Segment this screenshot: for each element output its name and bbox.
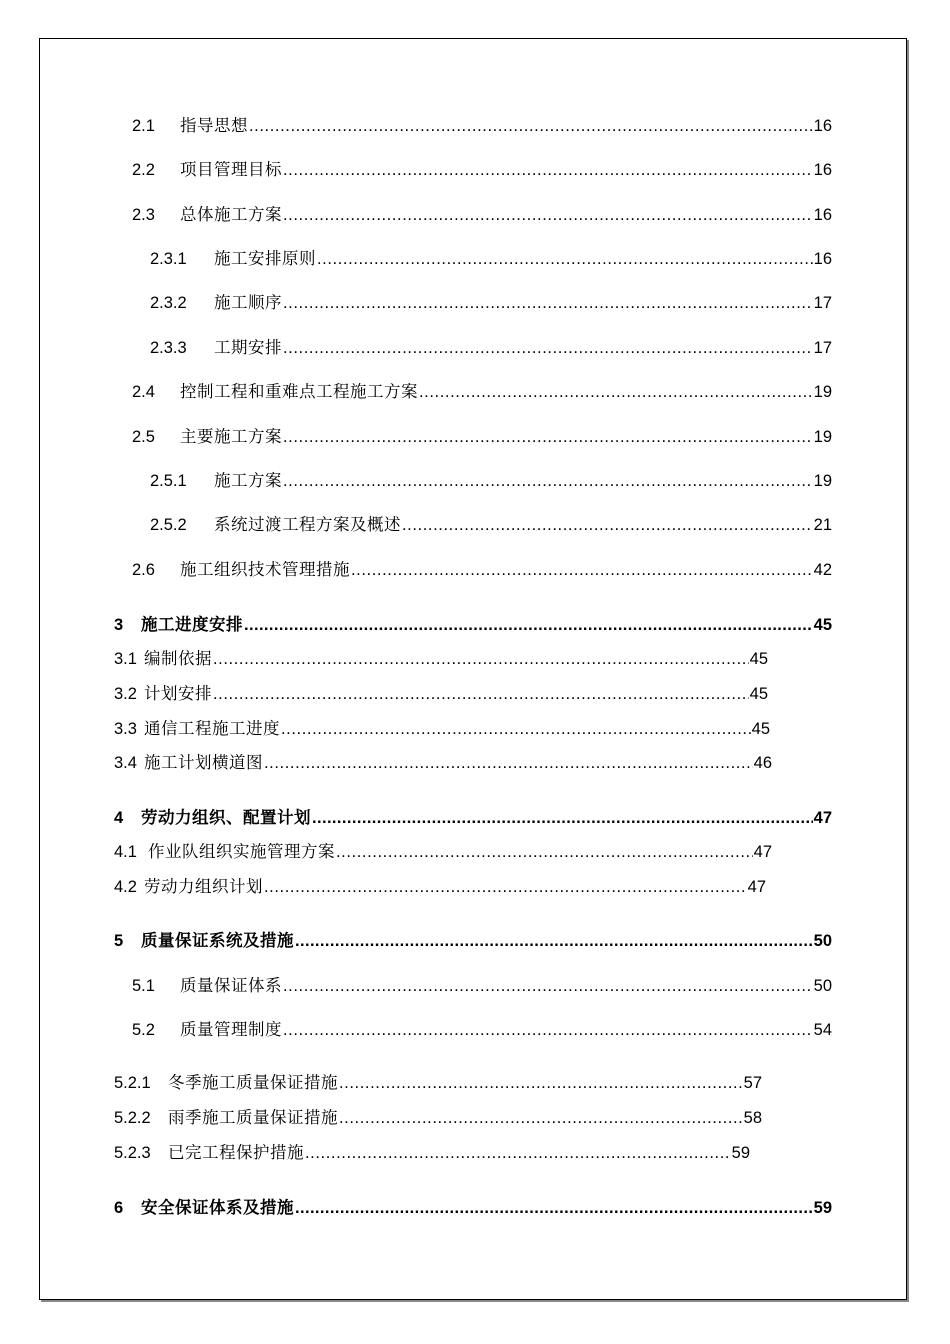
- toc-entry[interactable]: [150, 248, 832, 270]
- toc-entry[interactable]: [114, 876, 766, 898]
- toc-entry-page: 59: [731, 1144, 750, 1162]
- toc-chapter-number: 4: [114, 809, 124, 827]
- toc-leader-dots: [339, 1072, 743, 1094]
- toc-leader-dots: [312, 807, 813, 829]
- toc-entry-number: 2.4: [132, 383, 155, 401]
- toc-chapter-title: 劳动力组织、配置计划: [141, 808, 311, 827]
- toc-entry[interactable]: [150, 292, 832, 314]
- toc-chapter-title: 安全保证体系及措施: [141, 1198, 294, 1217]
- toc-entry-page: 50: [813, 977, 832, 995]
- toc-entry-number: 5.2.3: [114, 1144, 151, 1162]
- toc-entry[interactable]: [114, 683, 768, 705]
- toc-entry[interactable]: [114, 752, 772, 774]
- toc-leader-dots: [249, 115, 813, 137]
- toc-entry[interactable]: [150, 337, 832, 359]
- toc-entry-number: 2.3: [132, 206, 155, 224]
- toc-entry[interactable]: [114, 1072, 762, 1094]
- toc-entry-page: 19: [813, 472, 832, 490]
- toc-entry-number: 2.5.2: [150, 516, 187, 534]
- toc-entry[interactable]: [114, 718, 770, 740]
- toc-entry-page: 16: [813, 250, 832, 268]
- toc-entry-number: 5.1: [132, 977, 155, 995]
- toc-entry-page: 45: [749, 685, 768, 703]
- toc-entry-title: 已完工程保护措施: [168, 1143, 304, 1162]
- toc-entry-page: 16: [813, 206, 832, 224]
- toc-chapter-page: 45: [813, 616, 832, 634]
- toc-leader-dots: [295, 1197, 813, 1219]
- toc-chapter[interactable]: [114, 614, 832, 636]
- toc-entry-page: 17: [813, 339, 832, 357]
- toc-chapter-number: 6: [114, 1199, 124, 1217]
- toc-entry-page: 42: [813, 561, 832, 579]
- toc-chapter-title: 施工进度安排: [141, 615, 243, 634]
- toc-leader-dots: [305, 1142, 731, 1164]
- toc-entry[interactable]: [132, 204, 832, 226]
- toc-leader-dots: [283, 159, 813, 181]
- toc-entry-title: 冬季施工质量保证措施: [168, 1073, 338, 1092]
- toc-entry-title: 主要施工方案: [180, 427, 282, 446]
- toc-leader-dots: [213, 648, 749, 670]
- toc-leader-dots: [295, 930, 813, 952]
- toc-entry-number: 3.1: [114, 650, 137, 668]
- toc-leader-dots: [283, 1019, 813, 1041]
- toc-entry-page: 16: [813, 117, 832, 135]
- toc-chapter-page: 50: [813, 932, 832, 950]
- toc-entry-page: 19: [813, 383, 832, 401]
- toc-entry-title: 指导思想: [180, 116, 248, 135]
- toc-entry-title: 工期安排: [214, 338, 282, 357]
- toc-entry-title: 劳动力组织计划: [144, 877, 263, 896]
- toc-entry-number: 2.1: [132, 117, 155, 135]
- toc-entry-title: 施工顺序: [214, 293, 282, 312]
- toc-entry-title: 质量保证体系: [180, 976, 282, 995]
- toc-entry-title: 总体施工方案: [180, 205, 282, 224]
- toc-entry[interactable]: [114, 841, 772, 863]
- toc-entry[interactable]: [114, 648, 768, 670]
- toc-entry-number: 3.2: [114, 685, 137, 703]
- toc-entry-page: 54: [813, 1021, 832, 1039]
- toc-entry-number: 2.2: [132, 161, 155, 179]
- toc-entry[interactable]: [114, 1142, 750, 1164]
- toc-entry-page: 16: [813, 161, 832, 179]
- toc-entry-title: 项目管理目标: [180, 160, 282, 179]
- toc-entry-title: 计划安排: [144, 684, 212, 703]
- toc-entry-page: 47: [753, 843, 772, 861]
- toc-leader-dots: [283, 470, 813, 492]
- toc-entry-number: 3.4: [114, 754, 137, 772]
- toc-entry-number: 2.5.1: [150, 472, 187, 490]
- toc-chapter-page: 47: [813, 809, 832, 827]
- toc-leader-dots: [336, 841, 753, 863]
- toc-entry-number: 2.3.3: [150, 339, 187, 357]
- toc-leader-dots: [244, 614, 813, 636]
- toc-leader-dots: [351, 559, 813, 581]
- toc-entry-title: 施工安排原则: [214, 249, 316, 268]
- toc-entry-page: 17: [813, 294, 832, 312]
- toc-entry-page: 19: [813, 428, 832, 446]
- toc-entry[interactable]: [150, 470, 832, 492]
- toc-entry-title: 施工方案: [214, 471, 282, 490]
- toc-chapter-number: 3: [114, 616, 124, 634]
- toc-entry-number: 4.1: [114, 843, 137, 861]
- toc-chapter-title: 质量保证系统及措施: [141, 931, 294, 950]
- toc-entry-title: 系统过渡工程方案及概述: [214, 515, 401, 534]
- toc-entry-page: 21: [813, 516, 832, 534]
- toc-chapter[interactable]: [114, 1197, 832, 1219]
- toc-leader-dots: [402, 514, 813, 536]
- toc-leader-dots: [283, 292, 813, 314]
- toc-entry-title: 施工组织技术管理措施: [180, 560, 350, 579]
- toc-entry-title: 作业队组织实施管理方案: [148, 842, 335, 861]
- toc-entry-number: 2.5: [132, 428, 155, 446]
- toc-entry-number: 2.6: [132, 561, 155, 579]
- toc-chapter[interactable]: [114, 930, 832, 952]
- toc-entry[interactable]: [132, 115, 832, 137]
- toc-entry-number: 5.2: [132, 1021, 155, 1039]
- toc-leader-dots: [419, 381, 813, 403]
- toc-entry-number: 2.3.1: [150, 250, 187, 268]
- toc-leader-dots: [264, 876, 747, 898]
- toc-entry-title: 控制工程和重难点工程施工方案: [180, 382, 418, 401]
- toc-entry-page: 47: [747, 878, 766, 896]
- toc-entry-title: 编制依据: [144, 649, 212, 668]
- toc-entry[interactable]: [150, 514, 832, 536]
- toc-entry[interactable]: [132, 426, 832, 448]
- toc-entry[interactable]: [132, 159, 832, 181]
- toc-entry-number: 4.2: [114, 878, 137, 896]
- toc-chapter[interactable]: [114, 807, 832, 829]
- toc-entry-page: 46: [753, 754, 772, 772]
- toc-entry[interactable]: [132, 559, 832, 581]
- toc-leader-dots: [213, 683, 749, 705]
- toc-leader-dots: [317, 248, 813, 270]
- toc-entry[interactable]: [132, 1019, 832, 1041]
- toc-leader-dots: [281, 718, 751, 740]
- toc-entry-number: 3.3: [114, 720, 137, 738]
- toc-entry-title: 质量管理制度: [180, 1020, 282, 1039]
- toc-entry-title: 通信工程施工进度: [144, 719, 280, 738]
- toc-entry[interactable]: [114, 1107, 762, 1129]
- toc-leader-dots: [339, 1107, 743, 1129]
- toc-entry-page: 45: [751, 720, 770, 738]
- toc-entry[interactable]: [132, 381, 832, 403]
- toc-chapter-page: 59: [813, 1199, 832, 1217]
- toc-entry-title: 施工计划横道图: [144, 753, 263, 772]
- toc-chapter-number: 5: [114, 932, 124, 950]
- toc-leader-dots: [283, 975, 813, 997]
- toc-entry[interactable]: [132, 975, 832, 997]
- toc-entry-number: 5.2.2: [114, 1109, 151, 1127]
- toc-entry-page: 58: [743, 1109, 762, 1127]
- toc-entry-number: 5.2.1: [114, 1074, 151, 1092]
- toc-leader-dots: [283, 337, 813, 359]
- toc-entry-page: 45: [749, 650, 768, 668]
- toc-entry-number: 2.3.2: [150, 294, 187, 312]
- toc-entry-page: 57: [743, 1074, 762, 1092]
- toc-leader-dots: [264, 752, 753, 774]
- toc-entry-title: 雨季施工质量保证措施: [168, 1108, 338, 1127]
- toc-leader-dots: [283, 426, 813, 448]
- toc-leader-dots: [283, 204, 813, 226]
